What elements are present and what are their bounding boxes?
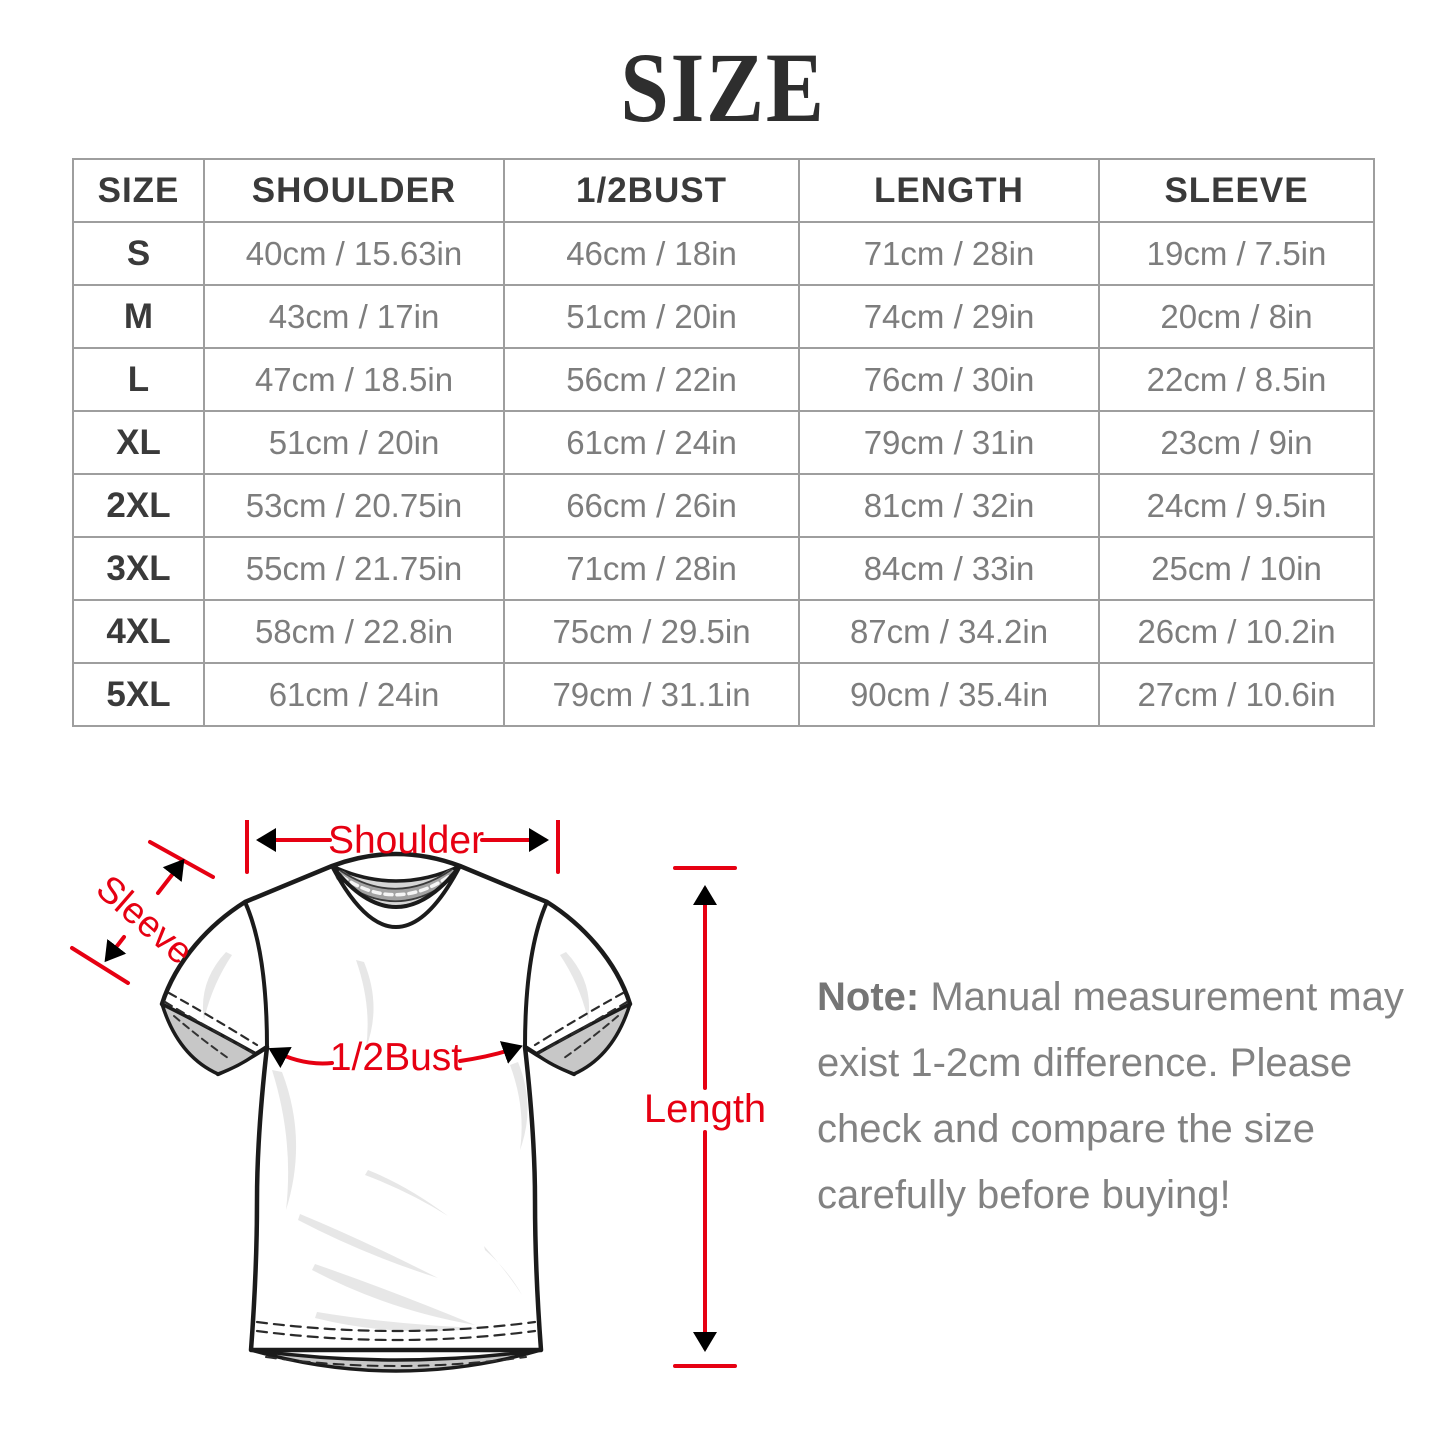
measurement-cell: 81cm / 32in <box>799 474 1099 537</box>
table-row <box>73 348 1374 411</box>
measurement-cell: 51cm / 20in <box>504 285 799 348</box>
bust-label: 1/2Bust <box>329 1036 463 1079</box>
size-label-cell: 5XL <box>73 663 204 726</box>
size-label-cell: 3XL <box>73 537 204 600</box>
column-header: 1/2BUST <box>504 159 799 222</box>
measurement-cell: 25cm / 10in <box>1099 537 1374 600</box>
tshirt-illustration <box>162 854 630 1371</box>
measurement-cell: 20cm / 8in <box>1099 285 1374 348</box>
measurement-cell: 55cm / 21.75in <box>204 537 504 600</box>
measurement-cell: 84cm / 33in <box>799 537 1099 600</box>
column-header: SLEEVE <box>1099 159 1374 222</box>
measurement-cell: 19cm / 7.5in <box>1099 222 1374 285</box>
note-text: Manual measurement may exist 1-2cm difference. Please check and compare the size carefully before buying! <box>817 975 1404 1217</box>
size-table-header-row <box>73 159 1374 222</box>
length-label: Length <box>643 1087 767 1131</box>
size-label-cell: M <box>73 285 204 348</box>
measurement-note <box>817 964 1417 1228</box>
measurement-cell: 27cm / 10.6in <box>1099 663 1374 726</box>
tshirt-measurement-diagram <box>60 820 780 1445</box>
measurement-cell: 66cm / 26in <box>504 474 799 537</box>
size-label-cell: L <box>73 348 204 411</box>
measurement-cell: 53cm / 20.75in <box>204 474 504 537</box>
measurement-cell: 61cm / 24in <box>504 411 799 474</box>
table-row <box>73 285 1374 348</box>
measurement-cell: 71cm / 28in <box>799 222 1099 285</box>
shoulder-label: Shoulder <box>327 820 485 862</box>
measurement-cell: 43cm / 17in <box>204 285 504 348</box>
table-row <box>73 537 1374 600</box>
measurement-cell: 76cm / 30in <box>799 348 1099 411</box>
measurement-cell: 90cm / 35.4in <box>799 663 1099 726</box>
measurement-cell: 40cm / 15.63in <box>204 222 504 285</box>
measurement-cell: 75cm / 29.5in <box>504 600 799 663</box>
measurement-cell: 79cm / 31.1in <box>504 663 799 726</box>
size-label-cell: S <box>73 222 204 285</box>
sleeve-tick-bottom <box>72 948 128 983</box>
column-header: SIZE <box>73 159 204 222</box>
measurement-cell: 56cm / 22in <box>504 348 799 411</box>
sleeve-tick-top <box>150 842 213 877</box>
length-annotation <box>644 868 766 1366</box>
measurement-cell: 26cm / 10.2in <box>1099 600 1374 663</box>
sleeve-arrow-down <box>107 937 124 959</box>
measurement-cell: 23cm / 9in <box>1099 411 1374 474</box>
column-header: LENGTH <box>799 159 1099 222</box>
table-row <box>73 411 1374 474</box>
hem-lip <box>251 1350 541 1371</box>
size-label-cell: XL <box>73 411 204 474</box>
column-header: SHOULDER <box>204 159 504 222</box>
measurement-cell: 71cm / 28in <box>504 537 799 600</box>
measurement-cell: 87cm / 34.2in <box>799 600 1099 663</box>
measurement-cell: 22cm / 8.5in <box>1099 348 1374 411</box>
table-row <box>73 663 1374 726</box>
note-prefix-label: Note: <box>817 975 920 1019</box>
measurement-cell: 58cm / 22.8in <box>204 600 504 663</box>
measurement-cell: 46cm / 18in <box>504 222 799 285</box>
measurement-cell: 79cm / 31in <box>799 411 1099 474</box>
table-row <box>73 600 1374 663</box>
measurement-cell: 24cm / 9.5in <box>1099 474 1374 537</box>
table-row <box>73 222 1374 285</box>
size-label-cell: 2XL <box>73 474 204 537</box>
size-table <box>72 158 1375 727</box>
measurement-cell: 74cm / 29in <box>799 285 1099 348</box>
sleeve-label: Sleeve <box>88 867 202 973</box>
sleeve-arrow-up <box>158 862 182 893</box>
measurement-cell: 51cm / 20in <box>204 411 504 474</box>
page-title <box>0 32 1445 143</box>
size-table-body <box>73 222 1374 726</box>
size-label-cell: 4XL <box>73 600 204 663</box>
table-row <box>73 474 1374 537</box>
page-title-text: SIZE <box>619 32 826 143</box>
measurement-cell: 47cm / 18.5in <box>204 348 504 411</box>
measurement-cell: 61cm / 24in <box>204 663 504 726</box>
